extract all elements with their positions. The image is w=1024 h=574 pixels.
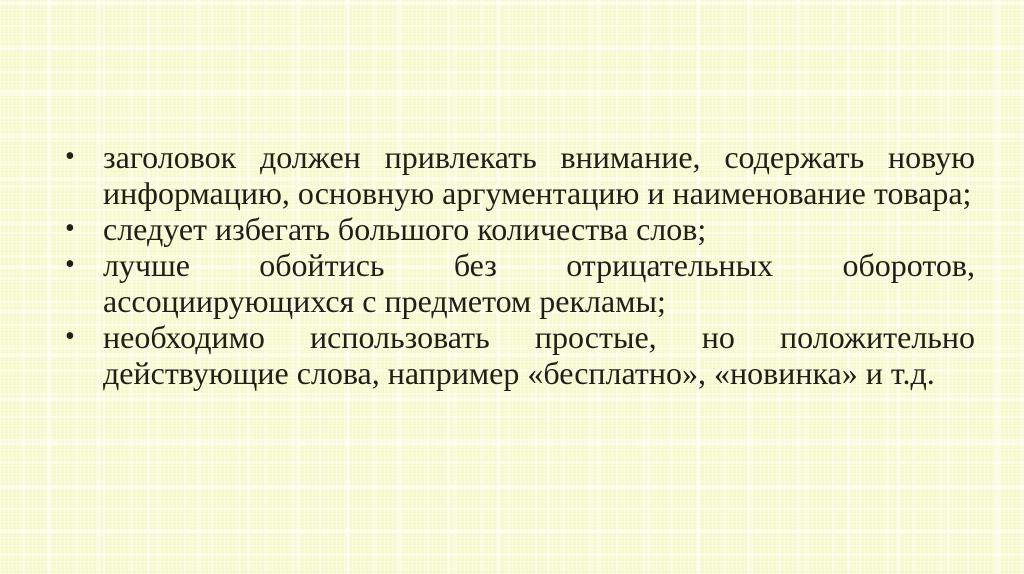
bullet-icon: • <box>65 213 75 244</box>
bullet-icon: • <box>65 321 75 352</box>
bullet-icon: • <box>65 249 75 280</box>
bullet-text-line: необходимо использовать простые, но положительно <box>103 319 975 355</box>
bullet-item <box>64 319 975 391</box>
bullet-list <box>64 139 975 391</box>
bullet-item <box>64 211 975 247</box>
bullet-text-line: лучше обойтись без отрицательных оборотов, <box>103 247 975 283</box>
bullet-item <box>64 247 975 319</box>
bullet-text-line: следует избегать большого количества слов; <box>103 211 707 247</box>
bullet-icon: • <box>65 141 75 172</box>
bullet-text-line: информацию, основную аргументацию и наименование товара; <box>103 175 972 211</box>
bullet-text-line: заголовок должен привлекать внимание, содержать новую <box>103 139 975 175</box>
bullet-item <box>64 139 975 211</box>
bullet-text-line: действующие слова, например «бесплатно», «новинка» и т.д. <box>103 355 935 391</box>
bullet-text-line: ассоциирующихся с предметом рекламы; <box>103 283 666 319</box>
